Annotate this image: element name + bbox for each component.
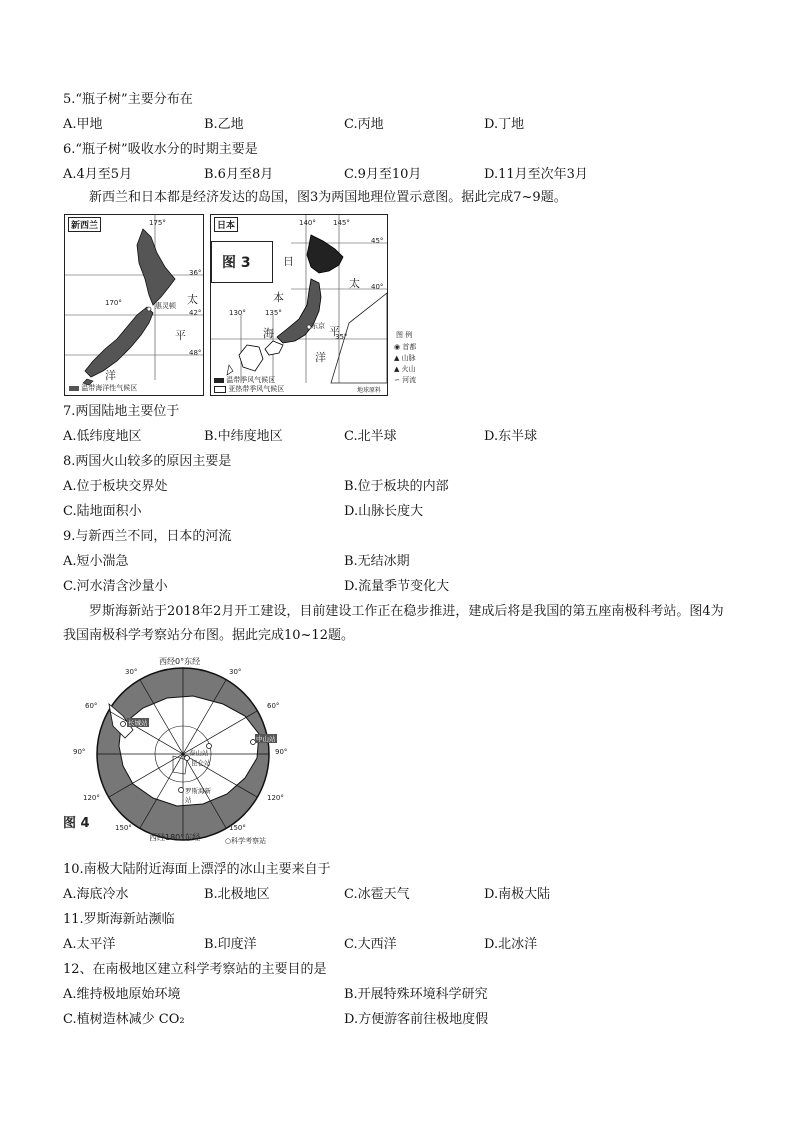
q6-option-d: D.11月至次年3月 bbox=[484, 167, 588, 182]
q6-option-a: A.4月至5月 bbox=[63, 167, 133, 182]
station-label-1: 长城站 bbox=[128, 719, 148, 727]
q5-option-a: A.甲地 bbox=[63, 117, 103, 132]
q10-stem: 10.南极大陆附近海面上漂浮的冰山主要来自于 bbox=[63, 862, 331, 877]
q7-stem: 7.两国陆地主要位于 bbox=[63, 404, 180, 419]
capital-icon: ◉ bbox=[394, 343, 401, 351]
q12-stem: 12、在南极地区建立科学考察站的主要目的是 bbox=[63, 962, 327, 977]
q11-option-d: D.北冰洋 bbox=[484, 937, 538, 952]
q7-option-d: D.东半球 bbox=[484, 429, 538, 444]
q10-option-b: B.北极地区 bbox=[204, 887, 270, 902]
intro-paragraph-1: 新西兰和日本都是经济发达的岛国，图3为两国地理位置示意图。据此完成7~9题。 bbox=[89, 190, 567, 205]
q10-option-c: C.冰雹天气 bbox=[344, 887, 410, 902]
q7-option-b: B.中纬度地区 bbox=[204, 429, 283, 444]
q6-stem: 6.“瓶子树”吸收水分的时期主要是 bbox=[63, 142, 258, 157]
japan-legend-1: 温带季风气候区 bbox=[214, 375, 275, 385]
new-zealand-map: 新西兰 175° 36° 42° 48° 170° 惠灵顿 太 平 洋 温带海洋性气候区 bbox=[64, 214, 204, 396]
q9-stem: 9.与新西兰不同，日本的河流 bbox=[63, 529, 232, 544]
q9-option-d: D.流量季节变化大 bbox=[344, 579, 450, 594]
q7-option-c: C.北半球 bbox=[344, 429, 397, 444]
japan-legend-2: 亚热带季风气候区 bbox=[214, 384, 284, 394]
q5-stem: 5.“瓶子树”主要分布在 bbox=[63, 92, 193, 107]
japan-map-title: 日本 bbox=[214, 217, 238, 232]
fig4-label: 图 4 bbox=[63, 816, 90, 831]
q8-option-b: B.位于板块的内部 bbox=[344, 479, 449, 494]
river-icon: ∽ bbox=[394, 376, 400, 384]
q9-option-b: B.无结冰期 bbox=[344, 554, 410, 569]
q11-option-b: B.印度洋 bbox=[204, 937, 257, 952]
q9-option-a: A.短小湍急 bbox=[63, 554, 129, 569]
q10-option-a: A.海底冷水 bbox=[63, 887, 129, 902]
q11-option-c: C.大西洋 bbox=[344, 937, 397, 952]
station-label-3: 泰山站 bbox=[189, 749, 209, 757]
station-label-4: 昆仑站 bbox=[191, 759, 211, 767]
nz-capital-label: 惠灵顿 bbox=[155, 302, 176, 310]
fig3-legend-title: 图 例 bbox=[396, 331, 413, 339]
q12-option-a: A.维持极地原始环境 bbox=[63, 987, 181, 1002]
fig3-legend bbox=[394, 330, 434, 400]
nz-map-title: 新西兰 bbox=[68, 217, 101, 232]
antarctica-map-drawing bbox=[63, 656, 303, 846]
japan-map: 日本 图 3 140° 145° 130° 135° 45° 40° 35° 日 本 海 太 平 洋 东京 温带季风气候区 亚热带季风气候区 地球原料 bbox=[210, 214, 388, 396]
q6-option-b: B.6月至8月 bbox=[204, 167, 274, 182]
q5-option-d: D.丁地 bbox=[484, 117, 525, 132]
q12-option-d: D.方便游客前往极地度假 bbox=[344, 1012, 489, 1027]
legend-river: ∽ 河流 bbox=[394, 376, 417, 384]
antarctica-map: 西经0°东经 西经180°东经 30° 30° 60° 60° 90° 90° 120° 120° 150° 150° 长城站 中山站 泰山站 昆仑站 罗斯海新站 图 4 ○科学考察站 bbox=[63, 656, 303, 846]
japan-capital-label: 东京 bbox=[311, 322, 325, 330]
intro-paragraph-2: 罗斯海新站于2018年2月开工建设，目前建设工作正在稳步推进，建成后将是我国的第五座南极科考站。图4为我国南极科学考察站分布图。据此完成10~12题。 bbox=[63, 604, 724, 643]
q11-stem: 11.罗斯海新站濒临 bbox=[63, 912, 175, 927]
q6-option-c: C.9月至10月 bbox=[344, 167, 422, 182]
q8-stem: 8.两国火山较多的原因主要是 bbox=[63, 454, 232, 469]
fig4-bottom-label: 西经180°东经 bbox=[149, 833, 201, 842]
nz-legend: 温带海洋性气候区 bbox=[69, 383, 137, 393]
q7-option-a: A.低纬度地区 bbox=[63, 429, 142, 444]
legend-mountain: ▲ 山脉 bbox=[394, 354, 416, 362]
q10-option-d: D.南极大陆 bbox=[484, 887, 551, 902]
q5-option-c: C.丙地 bbox=[344, 117, 384, 132]
mountain-icon: ▲ bbox=[394, 354, 400, 362]
legend-capital: ◉ 首都 bbox=[394, 343, 417, 351]
q8-option-c: C.陆地面积小 bbox=[63, 504, 142, 519]
q8-option-a: A.位于板块交界处 bbox=[63, 479, 168, 494]
fig4-top-label: 西经0°东经 bbox=[159, 657, 201, 666]
volcano-icon: ▲ bbox=[394, 365, 400, 373]
q12-option-b: B.开展特殊环境科学研究 bbox=[344, 987, 488, 1002]
fig3-label: 图 3 bbox=[222, 255, 251, 271]
legend-volcano: ▲ 火山 bbox=[394, 365, 416, 373]
q5-option-b: B.乙地 bbox=[204, 117, 244, 132]
fig3-label-box bbox=[211, 241, 273, 283]
q8-option-d: D.山脉长度大 bbox=[344, 504, 424, 519]
station-label-2: 中山站 bbox=[256, 735, 276, 743]
fig4-legend: ○科学考察站 bbox=[225, 837, 267, 845]
station-label-5: 罗斯海新站 bbox=[185, 787, 211, 804]
q9-option-c: C.河水清含沙量小 bbox=[63, 579, 168, 594]
q11-option-a: A.太平洋 bbox=[63, 937, 116, 952]
nz-map-drawing bbox=[65, 215, 203, 395]
q12-option-c: C.植树造林减少 CO₂ bbox=[63, 1012, 185, 1027]
